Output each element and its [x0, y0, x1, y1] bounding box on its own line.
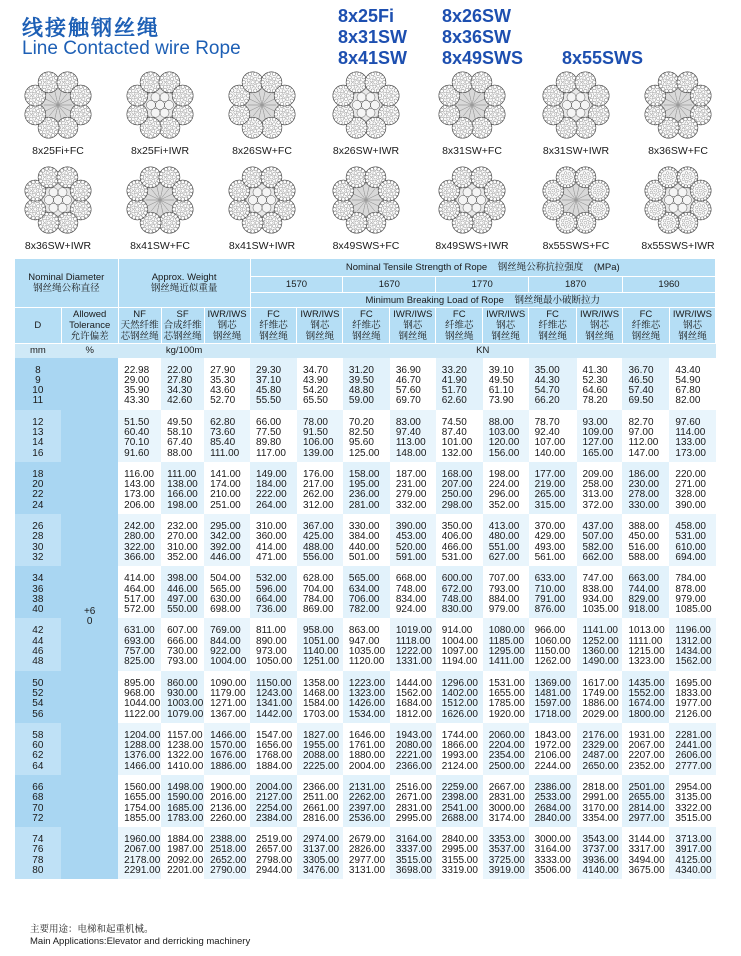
value-cell: 2004.00 2127.00 2254.00 2384.00: [250, 775, 297, 827]
rope-cross-section-drawing: [329, 163, 403, 237]
value-cell: 51.50 60.40 70.10 91.60: [118, 410, 161, 462]
fc-col-header: FC 纤维芯 钢丝绳: [622, 308, 669, 344]
rope-cross-section-drawing: [21, 68, 95, 142]
construction-code: 8x55SWS: [562, 48, 644, 68]
unit-mm: mm: [15, 344, 62, 358]
value-cell: 41.30 52.30 64.60 78.20: [577, 358, 623, 410]
value-cell: 36.70 46.50 57.40 69.50: [622, 358, 669, 410]
rope-cross-section-drawing: [641, 68, 715, 142]
value-cell: 78.00 91.50 106.00 139.00: [297, 410, 343, 462]
fc-col-header: FC 纤维芯 钢丝绳: [436, 308, 483, 344]
rope-diagram-label: 8x41SW+IWR: [228, 240, 296, 252]
value-cell: 1013.00 1111.00 1215.00 1323.00: [622, 618, 669, 670]
value-cell: 3144.00 3317.00 3494.00 3675.00: [622, 827, 669, 879]
grade-1960: 1960: [622, 277, 715, 293]
fc-col-header: FC 纤维芯 钢丝绳: [343, 308, 390, 344]
rope-cross-section: [212, 68, 312, 157]
unit-percent: %: [61, 344, 118, 358]
value-cell: 388.00 450.00 516.00 588.00: [622, 514, 669, 566]
rope-cross-section: [526, 163, 626, 252]
rope-cross-section: [316, 163, 416, 252]
value-cell: 31.20 39.50 48.80 59.00: [343, 358, 390, 410]
construction-code: 8x26SW: [442, 6, 512, 26]
rope-cross-section-drawing: [225, 68, 299, 142]
value-cell: 295.00 342.00 392.00 446.00: [204, 514, 250, 566]
value-cell: 27.90 35.30 43.60 52.70: [204, 358, 250, 410]
grade-1670: 1670: [343, 277, 436, 293]
diameter-cell: 8 9 10 11: [15, 358, 62, 410]
construction-code: 8x41SW: [338, 48, 408, 68]
fc-col-header: FC 纤维芯 钢丝绳: [529, 308, 577, 344]
title-english: Line Contacted wire Rope: [22, 38, 241, 59]
value-cell: 2388.00 2518.00 2652.00 2790.00: [204, 827, 250, 879]
value-cell: 2501.00 2655.00 2814.00 2977.00: [622, 775, 669, 827]
value-cell: 769.00 844.00 922.00 1004.00: [204, 618, 250, 670]
rope-diagram-label: 8x36SW+FC: [648, 145, 708, 157]
value-cell: 111.00 138.00 166.00 198.00: [161, 462, 204, 514]
construction-codes-col2: [442, 6, 523, 69]
table-row-group: [15, 723, 716, 775]
value-cell: 3353.00 3537.00 3725.00 3919.00: [483, 827, 529, 879]
value-cell: 1617.00 1749.00 1886.00 2029.00: [577, 671, 623, 723]
value-cell: 2818.00 2991.00 3170.00 3354.00: [577, 775, 623, 827]
value-cell: 413.00 480.00 551.00 627.00: [483, 514, 529, 566]
col-d: D: [15, 308, 62, 344]
value-cell: 1090.00 1179.00 1271.00 1367.00: [204, 671, 250, 723]
rope-cross-section-drawing: [123, 163, 197, 237]
construction-codes-col1: [338, 6, 407, 69]
value-cell: 390.00 453.00 520.00 591.00: [390, 514, 436, 566]
value-cell: 1080.00 1185.00 1295.00 1411.00: [483, 618, 529, 670]
rope-cross-section: [212, 163, 312, 252]
value-cell: 29.30 37.10 45.80 55.50: [250, 358, 297, 410]
rope-cross-section: [110, 68, 210, 157]
weight-col-header: IWR/IWS 钢芯 钢丝绳: [204, 308, 250, 344]
value-cell: 187.00 231.00 279.00 332.00: [390, 462, 436, 514]
value-cell: 631.00 693.00 757.00 825.00: [118, 618, 161, 670]
value-cell: 330.00 384.00 440.00 501.00: [343, 514, 390, 566]
value-cell: 35.00 44.30 54.70 66.20: [529, 358, 577, 410]
value-cell: 1019.00 1118.00 1222.00 1331.00: [390, 618, 436, 670]
rope-cross-section: [8, 163, 108, 252]
value-cell: 116.00 143.00 173.00 206.00: [118, 462, 161, 514]
value-cell: 22.98 29.00 35.90 43.30: [118, 358, 161, 410]
rope-cross-section: [422, 163, 522, 252]
value-cell: 414.00 464.00 517.00 572.00: [118, 566, 161, 618]
value-cell: 43.40 54.90 67.80 82.00: [669, 358, 715, 410]
rope-diagram-label: 8x41SW+FC: [130, 240, 190, 252]
tolerance-cell: +6 0: [61, 358, 118, 880]
value-cell: 863.00 947.00 1035.00 1120.00: [343, 618, 390, 670]
value-cell: 663.00 744.00 829.00 918.00: [622, 566, 669, 618]
value-cell: 158.00 195.00 236.00 281.00: [343, 462, 390, 514]
construction-code: 8x36SW: [442, 27, 512, 47]
rope-diagram-label: 8x49SWS+IWR: [435, 240, 509, 252]
value-cell: 83.00 97.40 113.00 148.00: [390, 410, 436, 462]
diameter-cell: 26 28 30 32: [15, 514, 62, 566]
value-cell: 914.00 1004.00 1097.00 1194.00: [436, 618, 483, 670]
rope-cross-section-drawing: [21, 163, 95, 237]
unit-weight: kg/100m: [118, 344, 250, 358]
value-cell: 209.00 258.00 313.00 372.00: [577, 462, 623, 514]
value-cell: 668.00 748.00 834.00 924.00: [390, 566, 436, 618]
value-cell: 367.00 425.00 488.00 556.00: [297, 514, 343, 566]
value-cell: 1547.00 1656.00 1768.00 1884.00: [250, 723, 297, 775]
value-cell: 97.60 114.00 133.00 173.00: [669, 410, 715, 462]
value-cell: 82.70 97.00 112.00 147.00: [622, 410, 669, 462]
notes: [30, 924, 250, 948]
value-cell: 78.70 92.40 107.00 140.00: [529, 410, 577, 462]
rope-diagram-label: 8x31SW+IWR: [542, 145, 610, 157]
min-breaking-load-header: Minimum Breaking Load of Rope 钢丝绳最小破断拉力: [250, 293, 715, 308]
value-cell: 458.00 531.00 610.00 694.00: [669, 514, 715, 566]
value-cell: 3713.00 3917.00 4125.00 4340.00: [669, 827, 715, 879]
rope-diagram-label: 8x55SWS+FC: [542, 240, 610, 252]
value-cell: 811.00 890.00 973.00 1050.00: [250, 618, 297, 670]
value-cell: 3000.00 3164.00 3333.00 3506.00: [529, 827, 577, 879]
construction-codes-col3: [562, 48, 643, 69]
rope-cross-section-drawing: [435, 68, 509, 142]
rope-cross-section-drawing: [123, 68, 197, 142]
rope-cross-section-drawing: [641, 163, 715, 237]
value-cell: 860.00 930.00 1003.00 1079.00: [161, 671, 204, 723]
rope-diagram-label: 8x36SW+IWR: [24, 240, 92, 252]
value-cell: 198.00 224.00 296.00 352.00: [483, 462, 529, 514]
value-cell: 93.00 109.00 127.00 165.00: [577, 410, 623, 462]
value-cell: 2060.00 2204.00 2354.00 2500.00: [483, 723, 529, 775]
value-cell: 1196.00 1312.00 1434.00 1562.00: [669, 618, 715, 670]
rope-cross-section-drawing: [329, 68, 403, 142]
value-cell: 186.00 230.00 278.00 330.00: [622, 462, 669, 514]
value-cell: 2519.00 2657.00 2798.00 2944.00: [250, 827, 297, 879]
value-cell: 565.00 634.00 706.00 782.00: [343, 566, 390, 618]
value-cell: 2259.00 2398.00 2541.00 2688.00: [436, 775, 483, 827]
value-cell: 1960.00 2067.00 2178.00 2291.00: [118, 827, 161, 879]
value-cell: 966.00 1060.00 1150.00 1262.00: [529, 618, 577, 670]
value-cell: 39.10 49.50 61.10 73.90: [483, 358, 529, 410]
value-cell: 633.00 710.00 791.00 876.00: [529, 566, 577, 618]
grade-1870: 1870: [529, 277, 623, 293]
value-cell: 88.00 103.00 120.00 156.00: [483, 410, 529, 462]
grade-1570: 1570: [250, 277, 343, 293]
col-tolerance: Allowed Tolerance 允许偏差: [61, 308, 118, 344]
value-cell: 1204.00 1288.00 1376.00 1466.00: [118, 723, 161, 775]
value-cell: 628.00 704.00 784.00 869.00: [297, 566, 343, 618]
value-cell: 36.90 46.70 57.60 69.70: [390, 358, 436, 410]
value-cell: 2679.00 2826.00 2977.00 3131.00: [343, 827, 390, 879]
rope-diagram-label: 8x26SW+IWR: [332, 145, 400, 157]
value-cell: 607.00 666.00 730.00 793.00: [161, 618, 204, 670]
approx-weight-header: Approx. Weight 钢丝绳近似重量: [118, 259, 250, 308]
value-cell: 22.00 27.80 34.30 42.60: [161, 358, 204, 410]
value-cell: 1157.00 1238.00 1322.00 1410.00: [161, 723, 204, 775]
value-cell: 1931.00 2067.00 2207.00 2352.00: [622, 723, 669, 775]
rope-diagram-label: 8x31SW+FC: [442, 145, 502, 157]
value-cell: 504.00 565.00 630.00 698.00: [204, 566, 250, 618]
iwr-col-header: IWR/IWS 钢芯 钢丝绳: [483, 308, 529, 344]
diameter-cell: 50 52 54 56: [15, 671, 62, 723]
value-cell: 2667.00 2831.00 3000.00 3174.00: [483, 775, 529, 827]
value-cell: 2386.00 2533.00 2684.00 2840.00: [529, 775, 577, 827]
value-cell: 177.00 219.00 265.00 315.00: [529, 462, 577, 514]
value-cell: 2516.00 2671.00 2831.00 2995.00: [390, 775, 436, 827]
table-row-group: [15, 775, 716, 827]
rope-diagram-label: 8x25Fi+IWR: [130, 145, 190, 157]
value-cell: 242.00 280.00 322.00 366.00: [118, 514, 161, 566]
diameter-cell: 58 60 62 64: [15, 723, 62, 775]
value-cell: 2131.00 2262.00 2397.00 2536.00: [343, 775, 390, 827]
diameter-cell: 66 68 70 72: [15, 775, 62, 827]
table-row-group: [15, 827, 716, 879]
value-cell: 1150.00 1243.00 1341.00 1442.00: [250, 671, 297, 723]
table-row-group: [15, 618, 716, 670]
value-cell: 3164.00 3337.00 3515.00 3698.00: [390, 827, 436, 879]
value-cell: 895.00 968.00 1044.00 1122.00: [118, 671, 161, 723]
title-chinese: 线接触钢丝绳: [22, 17, 160, 40]
value-cell: 149.00 184.00 222.00 264.00: [250, 462, 297, 514]
value-cell: 1900.00 2016.00 2136.00 2260.00: [204, 775, 250, 827]
rope-cross-section-drawing: [539, 68, 613, 142]
weight-col-header: SF 合成纤维 芯钢丝绳: [161, 308, 204, 344]
rope-diagram-label: 8x25Fi+FC: [32, 145, 84, 157]
fc-col-header: FC 纤维芯 钢丝绳: [250, 308, 297, 344]
weight-col-header: NF 天然纤维 芯钢丝绳: [118, 308, 161, 344]
value-cell: 1843.00 1972.00 2106.00 2244.00: [529, 723, 577, 775]
rope-cross-section: [110, 163, 210, 252]
value-cell: 3543.00 3737.00 3936.00 4140.00: [577, 827, 623, 879]
value-cell: 176.00 217.00 262.00 312.00: [297, 462, 343, 514]
rope-spec-table: [14, 258, 716, 879]
value-cell: 34.70 43.90 54.20 65.50: [297, 358, 343, 410]
diameter-cell: 42 44 46 48: [15, 618, 62, 670]
value-cell: 1744.00 1866.00 1993.00 2124.00: [436, 723, 483, 775]
value-cell: 1223.00 1323.00 1426.00 1534.00: [343, 671, 390, 723]
value-cell: 1296.00 1402.00 1512.00 1626.00: [436, 671, 483, 723]
rope-cross-section-drawing: [435, 163, 509, 237]
value-cell: 1531.00 1655.00 1785.00 1920.00: [483, 671, 529, 723]
value-cell: 2366.00 2511.00 2661.00 2816.00: [297, 775, 343, 827]
iwr-col-header: IWR/IWS 钢芯 钢丝绳: [390, 308, 436, 344]
table-row-group: [15, 410, 716, 462]
rope-cross-section: [316, 68, 416, 157]
value-cell: 1444.00 1562.00 1684.00 1812.00: [390, 671, 436, 723]
value-cell: 220.00 271.00 328.00 390.00: [669, 462, 715, 514]
value-cell: 232.00 270.00 310.00 352.00: [161, 514, 204, 566]
table-row-group: [15, 462, 716, 514]
value-cell: 2840.00 2995.00 3155.00 3319.00: [436, 827, 483, 879]
rope-cross-section: [422, 68, 522, 157]
value-cell: 1695.00 1833.00 1977.00 2126.00: [669, 671, 715, 723]
construction-code: 8x25Fi: [338, 6, 395, 26]
rope-diagram-label: 8x55SWS+IWR: [641, 240, 715, 252]
diameter-cell: 34 36 38 40: [15, 566, 62, 618]
rope-cross-section: [628, 68, 728, 157]
value-cell: 2281.00 2441.00 2606.00 2777.00: [669, 723, 715, 775]
value-cell: 1369.00 1481.00 1597.00 1718.00: [529, 671, 577, 723]
grade-1770: 1770: [436, 277, 529, 293]
tensile-strength-header: Nominal Tensile Strength of Rope 钢丝绳公称抗拉强度 (MPa): [250, 259, 715, 277]
rope-cross-section: [628, 163, 728, 252]
table-row-group: [15, 514, 716, 566]
value-cell: 1646.00 1761.00 1880.00 2004.00: [343, 723, 390, 775]
iwr-col-header: IWR/IWS 钢芯 钢丝绳: [297, 308, 343, 344]
table-row-group: [15, 358, 716, 410]
value-cell: 1141.00 1252.00 1360.00 1490.00: [577, 618, 623, 670]
value-cell: 747.00 838.00 934.00 1035.00: [577, 566, 623, 618]
value-cell: 532.00 596.00 664.00 736.00: [250, 566, 297, 618]
value-cell: 1884.00 1987.00 2092.00 2201.00: [161, 827, 204, 879]
rope-diagram-label: 8x49SWS+FC: [332, 240, 400, 252]
value-cell: 1498.00 1590.00 1685.00 1783.00: [161, 775, 204, 827]
diameter-cell: 12 13 14 16: [15, 410, 62, 462]
value-cell: 1827.00 1955.00 2088.00 2225.00: [297, 723, 343, 775]
value-cell: 310.00 360.00 414.00 471.00: [250, 514, 297, 566]
value-cell: 66.00 77.50 89.80 117.00: [250, 410, 297, 462]
value-cell: 2974.00 3137.00 3305.00 3476.00: [297, 827, 343, 879]
value-cell: 707.00 793.00 884.00 979.00: [483, 566, 529, 618]
value-cell: 74.50 87.40 101.00 132.00: [436, 410, 483, 462]
rope-cross-section: [526, 68, 626, 157]
nominal-diameter-header: Nominal Diameter 钢丝绳公称直径: [15, 259, 119, 308]
diameter-cell: 74 76 78 80: [15, 827, 62, 879]
value-cell: 784.00 878.00 979.00 1085.00: [669, 566, 715, 618]
value-cell: 33.20 41.90 51.70 62.60: [436, 358, 483, 410]
value-cell: 62.80 73.60 85.40 111.00: [204, 410, 250, 462]
value-cell: 1358.00 1468.00 1584.00 1703.00: [297, 671, 343, 723]
value-cell: 70.20 82.50 95.60 125.00: [343, 410, 390, 462]
iwr-col-header: IWR/IWS 钢芯 钢丝绳: [669, 308, 715, 344]
value-cell: 49.50 58.10 67.40 88.00: [161, 410, 204, 462]
main-applications-en: Main Applications:Elevator and derricking machinery: [30, 936, 251, 947]
rope-cross-section-drawing: [225, 163, 299, 237]
value-cell: 398.00 446.00 497.00 550.00: [161, 566, 204, 618]
value-cell: 350.00 406.00 466.00 531.00: [436, 514, 483, 566]
value-cell: 370.00 429.00 493.00 561.00: [529, 514, 577, 566]
rope-cross-section-drawing: [539, 163, 613, 237]
value-cell: 1560.00 1655.00 1754.00 1855.00: [118, 775, 161, 827]
rope-cross-section: [8, 68, 108, 157]
value-cell: 958.00 1051.00 1140.00 1251.00: [297, 618, 343, 670]
value-cell: 1435.00 1552.00 1674.00 1800.00: [622, 671, 669, 723]
unit-load: KN: [250, 344, 715, 358]
diameter-cell: 18 20 22 24: [15, 462, 62, 514]
value-cell: 141.00 174.00 210.00 251.00: [204, 462, 250, 514]
iwr-col-header: IWR/IWS 钢芯 钢丝绳: [577, 308, 623, 344]
value-cell: 1466.00 1570.00 1676.00 1886.00: [204, 723, 250, 775]
main-applications-cn: 主要用途：电梯和起重机械。: [30, 924, 154, 935]
table-row-group: [15, 671, 716, 723]
value-cell: 2176.00 2329.00 2487.00 2650.00: [577, 723, 623, 775]
table-row-group: [15, 566, 716, 618]
value-cell: 600.00 672.00 748.00 830.00: [436, 566, 483, 618]
construction-code: 8x31SW: [338, 27, 408, 47]
value-cell: 1943.00 2080.00 2221.00 2366.00: [390, 723, 436, 775]
construction-code: 8x49SWS: [442, 48, 524, 68]
rope-diagram-label: 8x26SW+FC: [232, 145, 292, 157]
value-cell: 2954.00 3135.00 3322.00 3515.00: [669, 775, 715, 827]
value-cell: 168.00 207.00 250.00 298.00: [436, 462, 483, 514]
value-cell: 437.00 507.00 582.00 662.00: [577, 514, 623, 566]
